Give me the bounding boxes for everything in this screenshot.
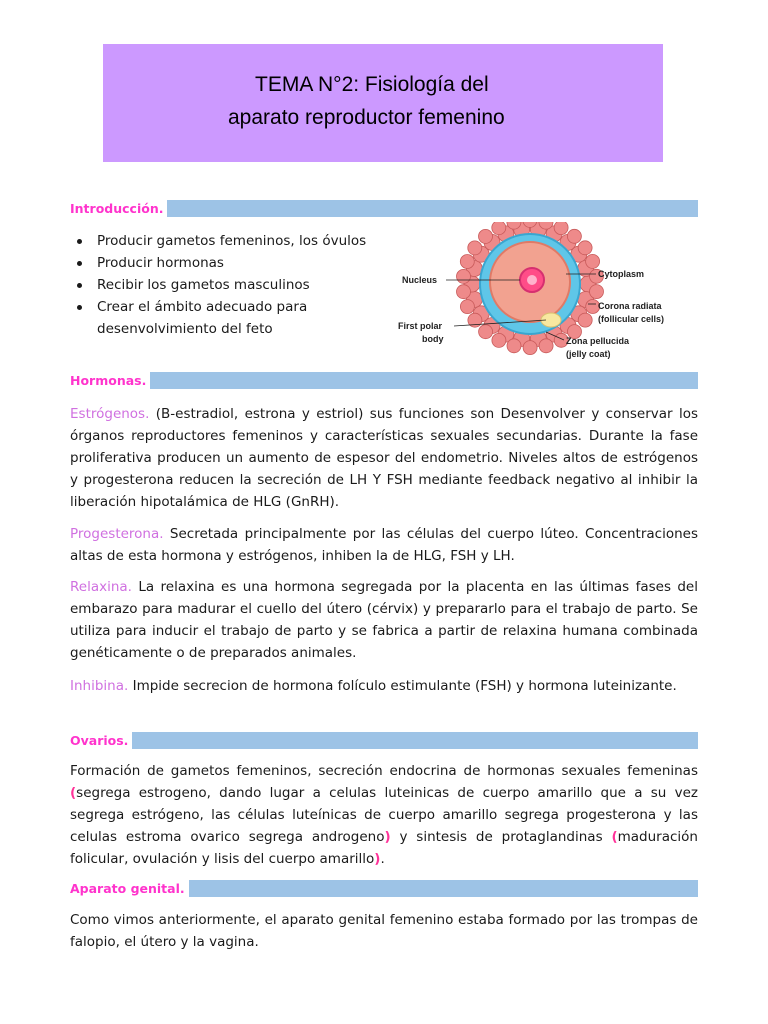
section-bar: [132, 732, 698, 749]
section-heading-ovarios: [70, 731, 698, 749]
paragraph-progesterona: [70, 523, 698, 567]
title-banner: [103, 44, 663, 162]
term-inhibina: Inhibina.: [70, 678, 129, 694]
follicular-cell: [460, 255, 474, 269]
page-title-line-1: TEMA N°2: Fisiología del: [255, 73, 489, 96]
section-heading-introduccion: [70, 199, 698, 217]
section-heading-hormonas: [70, 371, 698, 389]
term-progesterona: Progesterona.: [70, 526, 164, 542]
follicular-cell: [479, 325, 493, 339]
term-estrogenos: Estrógenos.: [70, 406, 150, 422]
follicular-cell: [460, 300, 474, 314]
nucleolus: [527, 275, 537, 285]
term-relaxina: Relaxina.: [70, 579, 132, 595]
follicular-cell: [492, 222, 506, 235]
section-bar: [150, 372, 698, 389]
text-inhibina: Impide secrecion de hormona folículo estimulante (FSH) y hormona luteinizante.: [128, 678, 677, 694]
follicular-cell: [554, 222, 568, 235]
follicular-cell: [468, 241, 482, 255]
text-ovarios-4: maduración folicular, ovulación y lisis del cuerpo amarillo: [70, 829, 698, 867]
follicular-cell: [457, 269, 471, 283]
follicular-cell: [492, 333, 506, 347]
text-ovarios-5: .: [380, 851, 385, 867]
follicular-cell: [479, 229, 493, 243]
section-bar: [167, 200, 698, 217]
list-item: Producir gametos femeninos, los óvulos: [72, 230, 392, 252]
intro-bullet-list: [72, 230, 392, 340]
label-nucleus: Nucleus: [402, 275, 438, 285]
paragraph-relaxina: [70, 576, 698, 664]
list-item: Crear el ámbito adecuado para desenvolvimiento del feto: [72, 296, 392, 340]
list-item: Producir hormonas: [72, 252, 392, 274]
follicular-cell: [523, 341, 537, 355]
section-bar: [189, 880, 698, 897]
text-ovarios-2: segrega estrogeno, dando lugar a celulas luteinicas de cuerpo amarillo que a su vez segrega estrógeno, las células luteínicas de cuerpo amarillo segrega progesterona y las celulas estroma ovarico segrega androgeno: [70, 785, 698, 845]
text-ovarios-1: Formación de gametos femeninos, secreción endocrina de hormonas sexuales femeninas: [70, 763, 698, 779]
follicular-cell: [590, 285, 604, 299]
text-progesterona: Secretada principalmente por las células del cuerpo lúteo. Concentraciones altas de esta hormona y estrógenos, inhiben la de HLG, FSH y LH.: [70, 526, 698, 564]
section-label: Hormonas.: [70, 372, 147, 388]
paragraph-aparato-genital: Como vimos anteriormente, el aparato genital femenino estaba formado por las trompas de falopio, el útero y la vagina.: [70, 912, 698, 950]
paragraph-ovarios: [70, 760, 698, 870]
section-heading-aparato-genital: [70, 879, 698, 897]
paren-close: ): [384, 829, 391, 845]
paren-open: (: [611, 829, 618, 845]
paragraph-estrogenos: [70, 403, 698, 513]
section-label: Introducción.: [70, 200, 164, 216]
label-cytoplasm: Cytoplasm: [598, 269, 645, 279]
section-label: Aparato genital.: [70, 880, 185, 896]
page-title-line-2: aparato reproductor femenino: [228, 106, 505, 129]
paren-close: ): [374, 851, 381, 867]
follicular-cell: [507, 339, 521, 353]
ovum-diagram: [396, 222, 700, 362]
follicular-cell: [578, 241, 592, 255]
label-zona-2: (jelly coat): [566, 349, 611, 359]
follicular-cell: [539, 339, 553, 353]
paragraph-inhibina: [70, 675, 698, 697]
section-label: Ovarios.: [70, 732, 129, 748]
follicular-cell: [586, 254, 600, 268]
label-first-polar-1: First polar: [398, 321, 443, 331]
follicular-cell: [578, 313, 592, 327]
paren-open: (: [70, 785, 77, 801]
text-ovarios-3: y sintesis de protaglandinas: [390, 829, 612, 845]
label-corona-1: Corona radiata: [598, 301, 662, 311]
list-item: Recibir los gametos masculinos: [72, 274, 392, 296]
text-estrogenos: (B-estradiol, estrona y estriol) sus funciones son Desenvolver y conservar los órganos reproductores femeninos y características sexuales secundarias. Durante la fase proliferativa producen un aumento de espesor del endometrio. Niveles altos de estrógenos y progesterona reducen la secreción de LH Y FSH mediante feedback negativo al inhibir la liberación hipotalámica de HLG (GnRH).: [70, 406, 698, 510]
follicular-cell: [567, 229, 581, 243]
label-first-polar-2: body: [422, 334, 444, 344]
follicular-cell: [457, 285, 471, 299]
label-zona-1: Zona pellucida: [566, 336, 630, 346]
label-corona-2: (follicular cells): [598, 314, 665, 324]
text-relaxina: La relaxina es una hormona segregada por la placenta en las últimas fases del embarazo para madurar el cuello del útero (cérvix) y prepararlo para el trabajo de parto. Se utiliza para inducir el trabajo de parto y se fabrica a partir de relaxina humana combinada genéticamente o de preparados animales.: [70, 579, 698, 661]
